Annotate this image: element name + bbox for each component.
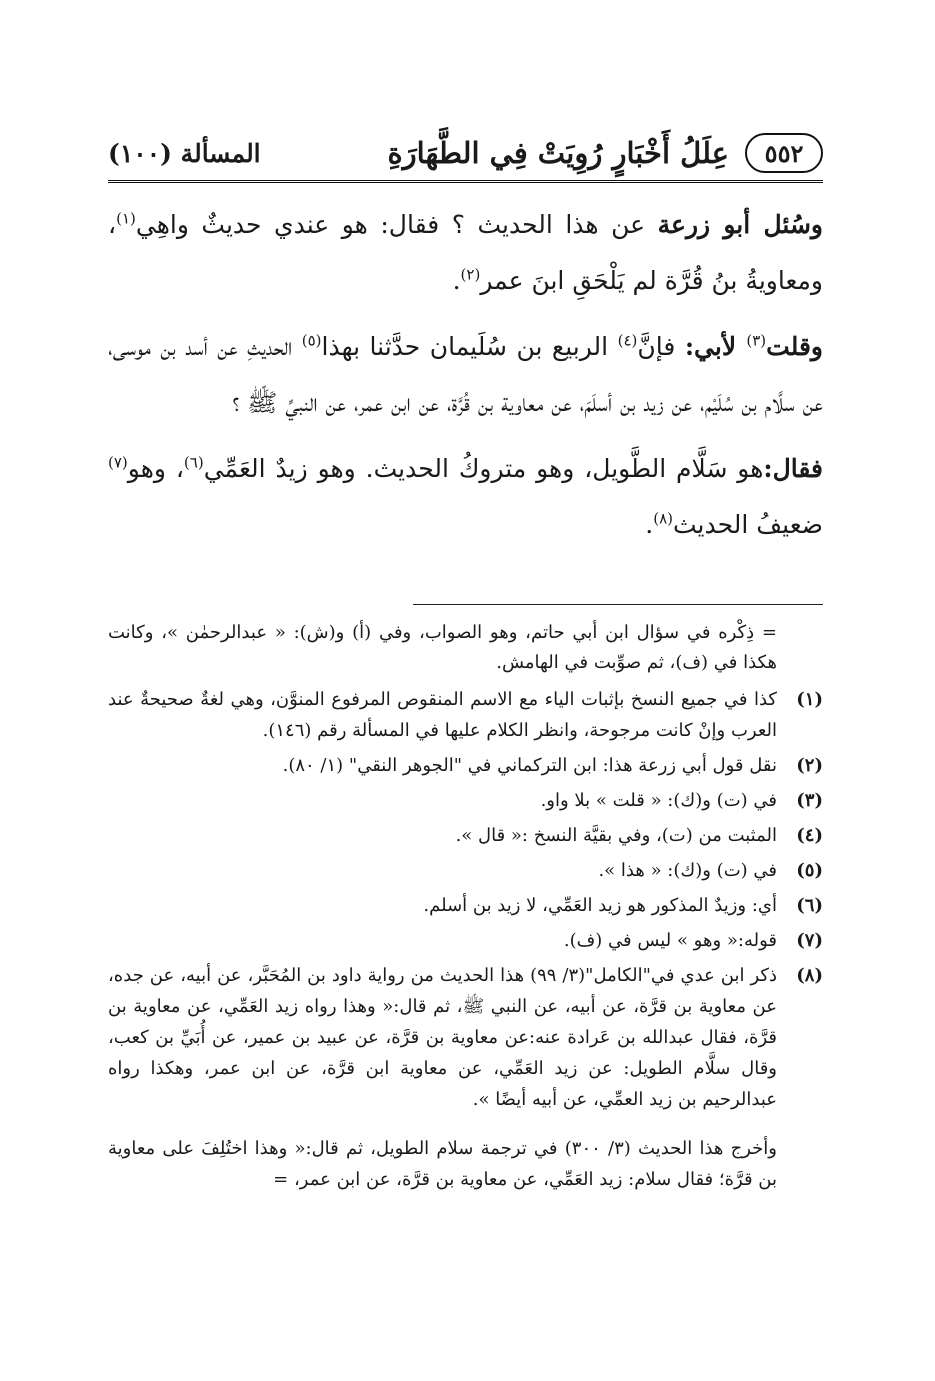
main-text <box>108 197 823 563</box>
p2-text: فإنَّ <box>637 332 685 361</box>
footnote-item <box>108 684 823 746</box>
p3-text3: ضعيفُ الحديث <box>673 510 823 539</box>
paragraph-1 <box>108 197 823 309</box>
book-title: عِلَلُ أَخْبَارٍ رُوِيَتْ فِي الطَّهَارَةِ <box>387 136 729 170</box>
footnotes <box>108 618 823 1213</box>
footnote-text: أي: وزيدٌ المذكور هو زيد العَمِّي، لا زيد بن أسلم. <box>423 895 777 916</box>
footnote-number: (٥) <box>796 860 823 881</box>
footnote-ref-3[interactable]: (٣) <box>746 331 767 350</box>
footnote-text: في (ت) و(ك): « هذا ». <box>598 860 777 881</box>
footnote-number: (١) <box>796 689 823 710</box>
footnote-ref-5[interactable]: (٥) <box>301 331 322 350</box>
footnote-item <box>108 960 823 1115</box>
page-number-badge: ٥٥٢ <box>745 133 823 173</box>
footnote-ref-8[interactable]: (٨) <box>653 509 673 528</box>
footnote-text: قوله:« وهو » ليس في (ف). <box>563 930 777 951</box>
footnote-item <box>108 785 823 816</box>
footnote-number: (٤) <box>796 825 823 846</box>
footnote-text: كذا في جميع النسخ بإثبات الياء مع الاسم المنقوص المرفوع المنوَّن، وهي لغةٌ صحيحةٌ عند العرب وإنْ كانت مرجوحة، وانظر الكلام عليها في المسألة رقم (١٤٦). <box>108 689 777 741</box>
footnote-ref-7[interactable]: (٧) <box>108 453 128 472</box>
p2-lead2: لأبي: <box>684 332 747 361</box>
footnote-item <box>108 750 823 781</box>
p1-text: عن هذا الحديث ؟ فقال: هو عندي حديثٌ واهِي <box>135 210 658 239</box>
page-header <box>108 128 823 178</box>
p3-text2: ، وهو <box>127 454 184 483</box>
footnote-text: في (ت) و(ك): « قلت » بلا واو. <box>540 790 777 811</box>
footnote-continuation: = ذِكْره في سؤال ابن أبي حاتم، وهو الصواب، وفي (أ) و(ش): « عبدالرحمٰن »، وكانت هكذا في (ف)، ثم صوِّبت في الهامش. <box>108 622 777 673</box>
p2-text2: الربيع بن سُلَيمان حدَّثنا بهذا <box>321 332 618 361</box>
footnote-number: (٦) <box>796 895 823 916</box>
footnote-number: (٧) <box>796 930 823 951</box>
p1-lead: وسُئل أبو زرعة <box>657 210 823 239</box>
p3-end: . <box>645 510 654 539</box>
p3-lead: فقال: <box>763 454 823 483</box>
issue-label: المسألة (١٠٠) <box>108 138 261 168</box>
footnote-list <box>108 684 823 1115</box>
footnote-item <box>108 820 823 851</box>
footnote-number: (٢) <box>796 755 823 776</box>
footnote-item <box>108 855 823 886</box>
p1-text2: ، ومعاويةُ بنُ قُرَّة لم يَلْحَقِ ابنَ عمر <box>108 210 823 295</box>
footnote-text: نقل قول أبي زرعة هذا: ابن التركماني في "الجوهر النقي" (١/ ٨٠). <box>282 755 777 776</box>
footnote-text: ذكر ابن عدي في"الكامل"(٣/ ٩٩) هذا الحديث من رواية داود بن المُحَبَّر، عن أبيه، عن جده، عن معاوية بن قرَّة، عن أبيه، عن النبي ﷺ، ثم قال:« وهذا رواه زيد العَمِّي، عن معاوية بن قرَّة، فقال عبدالله بن عَرادة عنه:عن معاوية بن قرَّة، عن عبيد بن عمير، عن أُبَيِّ بن كعب، وقال سلَّام الطويل: عن زيد العَمِّي، عن معاوية ابن قرَّة، عن ابن عمر، وهكذا رواه عبدالرحيم بن زيد العمِّي، عن أبيه أيضًا ». <box>108 965 777 1110</box>
p2-text3: الحديثِ عن أسد بن موسى، عن سلَّام بن سُلَيْم، عن زيد بن أسلَمَ، عن معاوية بن قُرَّة، عن ابن عمر، عن النبيِّ ﷺ ؟ <box>108 332 823 417</box>
footnote-number: (٨) <box>796 965 823 986</box>
footnote-ref-4[interactable]: (٤) <box>617 331 638 350</box>
footnote-8-continuation: وأخرج هذا الحديث (٣/ ٣٠٠) في ترجمة سلام الطويل، ثم قال:« وهذا اختُلِفَ على معاوية بن قرَّة؛ فقال سلام: زيد العَمِّي، عن معاوية بن قرَّة، عن ابن عمر، = <box>108 1138 777 1190</box>
p2-lead: وقلت <box>766 332 823 361</box>
p3-text: هو سَلَّام الطَّويل، وهو متروكُ الحديث. وهو زيدٌ العَمِّي <box>203 454 764 483</box>
footnote-ref-2[interactable]: (٢) <box>460 265 481 284</box>
footnote-ref-1[interactable]: (١) <box>116 209 136 228</box>
footnote-divider <box>413 604 823 605</box>
paragraph-3 <box>108 441 823 553</box>
header-divider <box>108 180 823 183</box>
footnote-number: (٣) <box>796 790 823 811</box>
footnote-item <box>108 925 823 956</box>
footnote-ref-6[interactable]: (٦) <box>183 453 204 472</box>
footnote-item <box>108 890 823 921</box>
p1-end: . <box>452 266 461 295</box>
paragraph-2 <box>108 319 823 431</box>
footnote-text: المثبت من (ت)، وفي بقيَّة النسخ :« قال ». <box>455 825 777 846</box>
